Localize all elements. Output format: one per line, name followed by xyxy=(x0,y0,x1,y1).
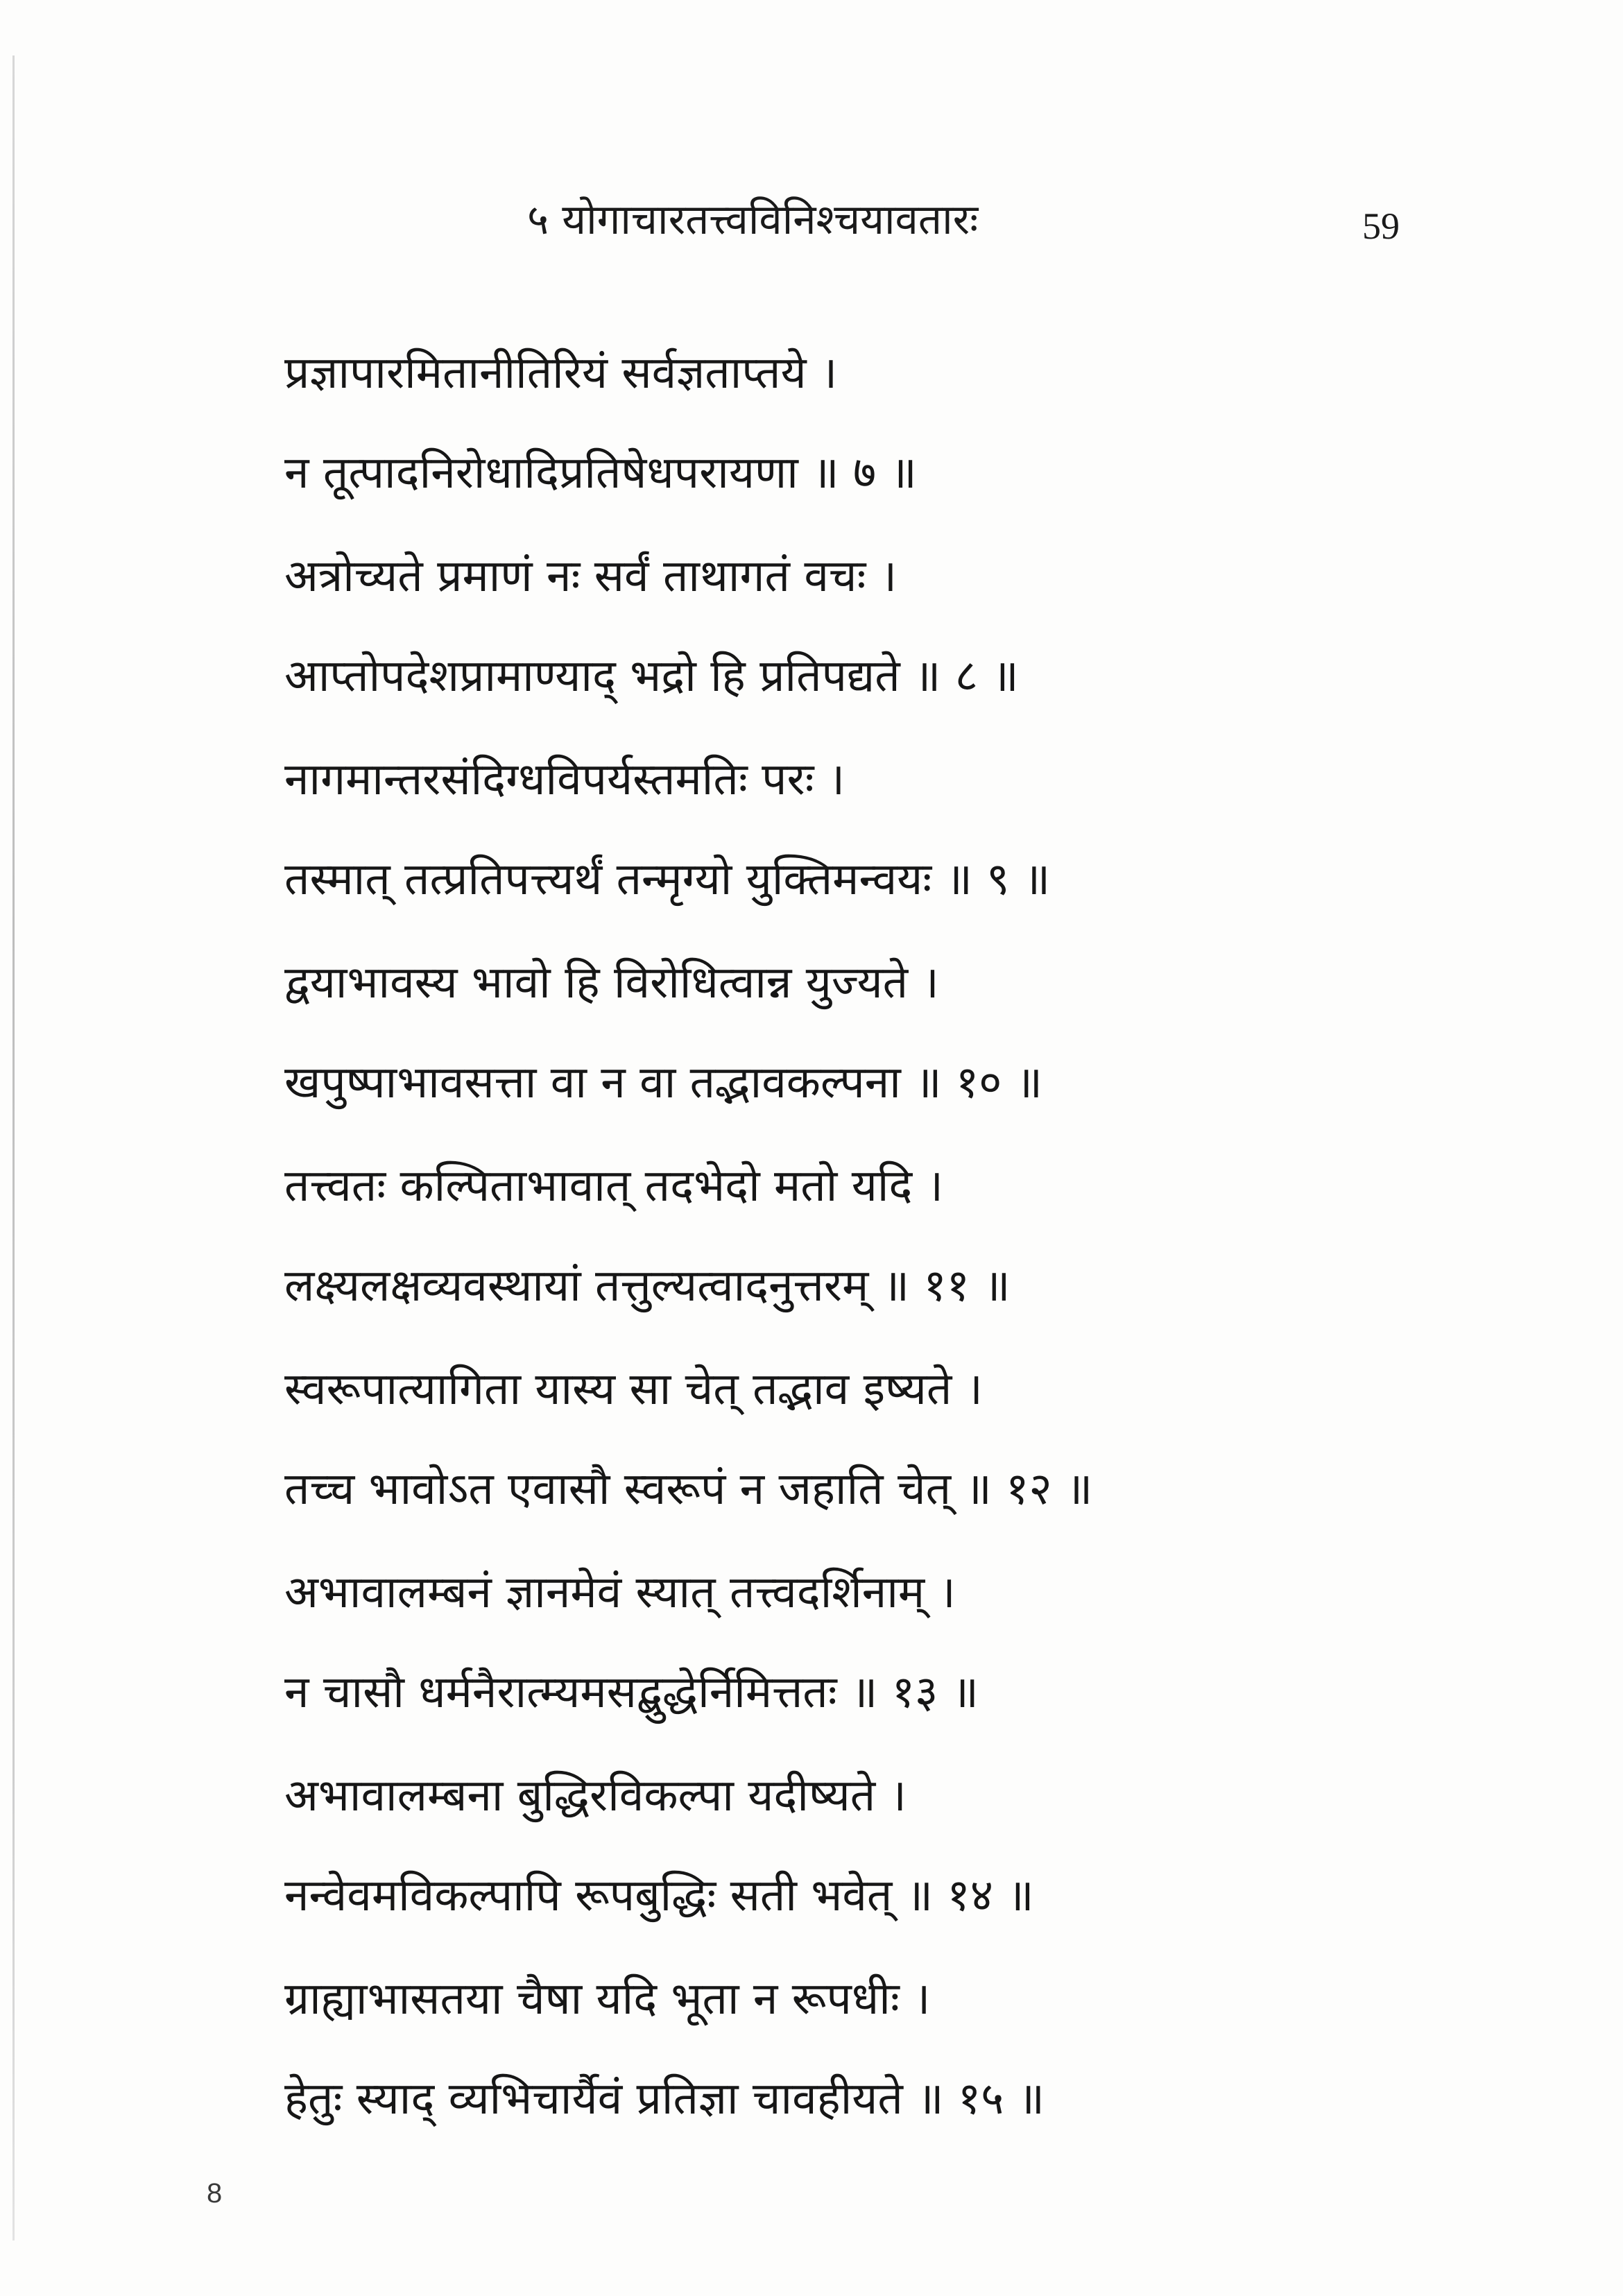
verse-line: नन्वेवमविकल्पापि रूपबुद्धिः सती भवेत् ॥ १४ ॥ xyxy=(284,1870,1034,1921)
verse-7 xyxy=(284,347,1533,499)
verse-line: आप्तोपदेशप्रामाण्याद् भद्रो हि प्रतिपद्यते ॥ ८ ॥ xyxy=(284,651,1019,702)
verse-line: न तूत्पादनिरोधादिप्रतिषेधपरायणा ॥ ७ ॥ xyxy=(284,447,917,499)
verse-line: खपुष्पाभावसत्ता वा न वा तद्भावकल्पना ॥ १० ॥ xyxy=(284,1057,1043,1108)
verse-13 xyxy=(284,1566,1533,1719)
verse-line: अभावालम्बनं ज्ञानमेवं स्यात् तत्त्वदर्शिनाम् । xyxy=(284,1567,956,1618)
verse-line: स्वरूपात्यागिता यास्य सा चेत् तद्भाव इष्यते । xyxy=(284,1364,983,1415)
verse-11 xyxy=(284,1160,1533,1312)
verse-9 xyxy=(284,753,1533,906)
verse-line: ग्राह्याभासतया चैषा यदि भूता न रूपधीः । xyxy=(284,1973,931,2025)
verse-line: नागमान्तरसंदिग्धविपर्यस्तमतिः परः । xyxy=(284,754,845,805)
verse-line: तस्मात् तत्प्रतिपत्त्यर्थं तन्मृग्यो युक्तिमन्वयः ॥ ९ ॥ xyxy=(284,854,1051,905)
verse-14 xyxy=(284,1770,1533,1922)
verse-line: द्वयाभावस्य भावो हि विरोधित्वान्न युज्यते । xyxy=(284,957,939,1009)
verse-line: प्रज्ञापारमितानीतिरियं सर्वज्ञताप्तये । xyxy=(284,348,838,399)
page-binding-edge xyxy=(12,55,15,2241)
verse-12 xyxy=(284,1363,1533,1516)
verse-8 xyxy=(284,550,1533,703)
verse-10 xyxy=(284,957,1533,1109)
page-number: 59 xyxy=(1362,205,1400,247)
verse-line: हेतुः स्याद् व्यभिचार्यैवं प्रतिज्ञा चावहीयते ॥ १५ ॥ xyxy=(284,2073,1045,2125)
verse-line: न चासौ धर्मनैरात्म्यमसद्बुद्धेर्निमित्ततः ॥ १३ ॥ xyxy=(284,1667,979,1718)
verse-line: तत्त्वतः कल्पिताभावात् तदभेदो मतो यदि । xyxy=(284,1160,943,1212)
verse-line: लक्ष्यलक्षव्यवस्थायां तत्तुल्यत्वादनुत्तरम् ॥ ११ ॥ xyxy=(284,1260,1011,1312)
verse-list xyxy=(284,347,1533,2176)
footer-mark: 8 xyxy=(207,2178,223,2209)
verse-line: अभावालम्बना बुद्धिरविकल्पा यदीष्यते । xyxy=(284,1770,907,1822)
verse-15 xyxy=(284,1973,1533,2125)
verse-line: तच्च भावोऽत एवासौ स्वरूपं न जहाति चेत् ॥ १२ ॥ xyxy=(284,1464,1093,1515)
verse-line: अत्रोच्यते प्रमाणं नः सर्वं ताथागतं वचः । xyxy=(284,551,898,602)
running-head: ५ योगाचारतत्त्वविनिश्चयावतारः xyxy=(527,196,979,244)
